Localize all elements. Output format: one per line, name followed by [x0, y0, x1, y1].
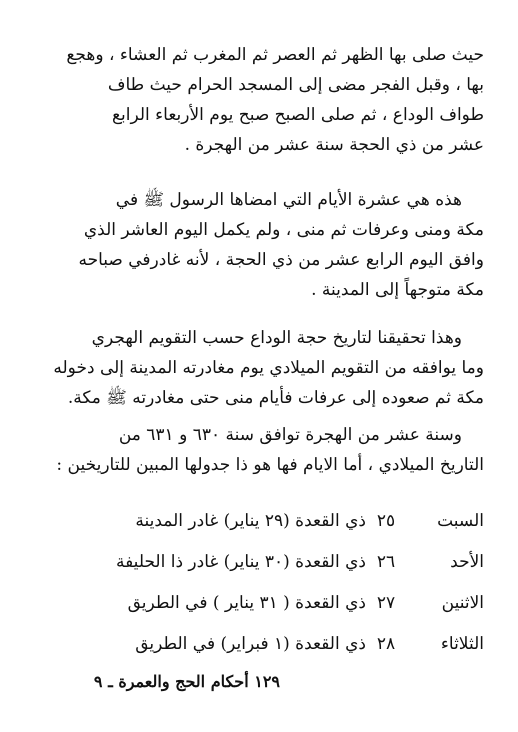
paragraph-3: [50, 323, 484, 413]
schedule-row: [44, 500, 484, 541]
schedule-day: السبت: [437, 510, 484, 531]
schedule-number: ٢٥: [376, 510, 396, 531]
text-line: وسنة عشر من الهجرة توافق سنة ٦٣٠ و ٦٣١ من: [118, 425, 462, 445]
schedule-list: [44, 500, 484, 664]
schedule-number: ٢٧: [376, 592, 396, 613]
schedule-row: [44, 623, 484, 664]
schedule-detail: ذي القعدة ( ٣١ يناير ) في الطريق: [127, 592, 366, 613]
text-line: وما يوافقه من التقويم الميلادي يوم مغادرته المدينة إلى دخوله: [53, 358, 484, 378]
text-line: مكة ومنى وعرفات ثم منى ، ولم يكمل اليوم العاشر الذي: [83, 220, 484, 240]
text-line: وافق اليوم الرابع عشر من ذي الحجة ، لأنه غادرفي صباحه: [78, 250, 484, 270]
schedule-detail: ذي القعدة (٣٠ يناير) غادر ذا الحليفة: [115, 551, 366, 572]
schedule-detail: ذي القعدة (١ فبراير) في الطريق: [135, 633, 366, 654]
text-line: التاريخ الميلادي ، أما الايام فها هو ذا جدولها المبين للتاريخين :: [56, 455, 484, 475]
schedule-row: [44, 582, 484, 623]
schedule-number: ٢٨: [376, 633, 396, 654]
text-line: مكة ثم صعوده إلى عرفات فأيام منى حتى مغادرته ﷺ مكة.: [67, 388, 484, 408]
text-line: مكة متوجهاً إلى المدينة .: [311, 280, 484, 300]
text-line: حيث صلى بها الظهر ثم العصر ثم المغرب ثم العشاء ، وهجع: [66, 45, 484, 65]
paragraph-4: [50, 420, 484, 480]
text-line: هذه هي عشرة الأيام التي امضاها الرسول ﷺ في: [115, 190, 462, 210]
schedule-day: الاثنين: [441, 592, 484, 613]
schedule-row: [44, 541, 484, 582]
paragraph-2: [50, 185, 484, 305]
paragraph-1: [50, 40, 484, 160]
schedule-number: ٢٦: [376, 551, 396, 572]
page-footer: ١٢٩ أحكام الحج والعمرة ـ ٩: [93, 672, 280, 691]
schedule-day: الثلاثاء: [440, 633, 484, 654]
text-line: عشر من ذي الحجة سنة عشر من الهجرة .: [184, 135, 484, 155]
text-line: طواف الوداع ، ثم صلى الصبح صبح يوم الأربعاء الرابع: [111, 105, 484, 125]
text-line: بها ، وقبل الفجر مضى إلى المسجد الحرام حيث طاف: [107, 75, 484, 95]
text-line: وهذا تحقيقنا لتاريخ حجة الوداع حسب التقويم الهجري: [91, 328, 462, 348]
schedule-detail: ذي القعدة (٢٩ يناير) غادر المدينة: [135, 510, 366, 531]
schedule-day: الأحد: [450, 551, 484, 572]
